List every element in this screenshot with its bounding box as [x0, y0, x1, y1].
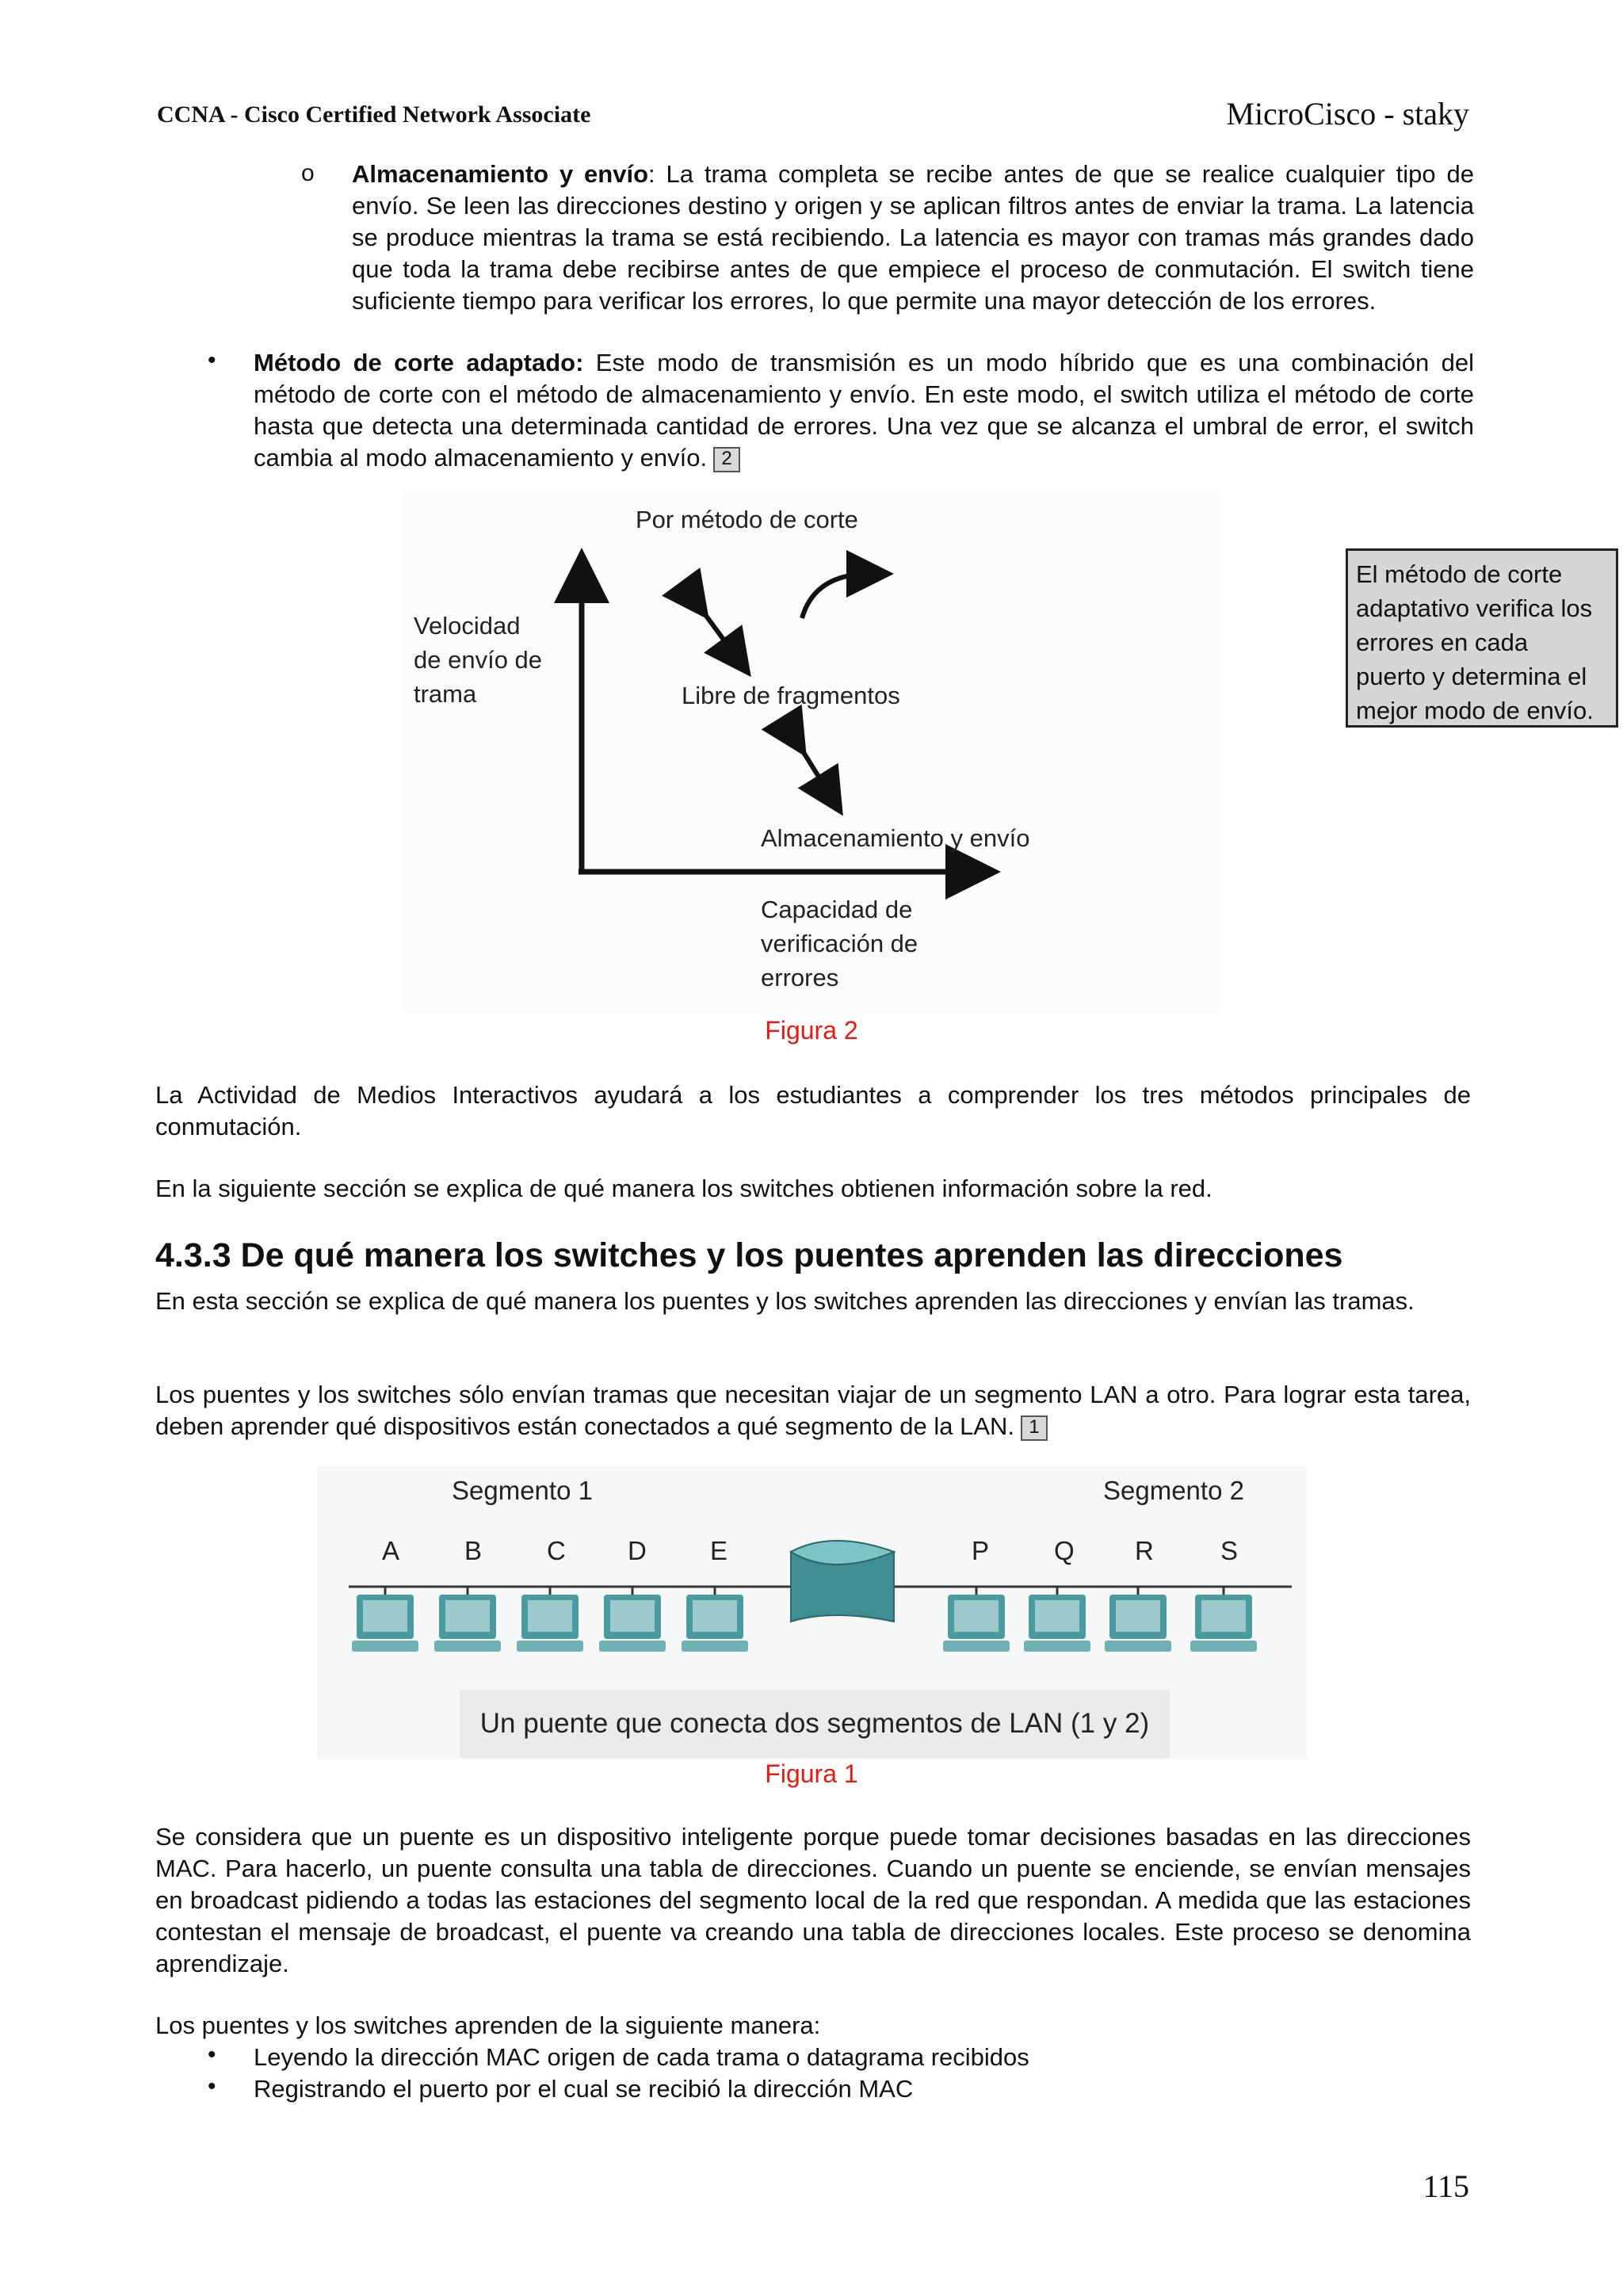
segment-2-label: Segmento 2 — [1103, 1476, 1244, 1505]
bullet-adaptive — [208, 347, 1474, 474]
computer-icon-p — [943, 1587, 1010, 1652]
host-label-p: P — [972, 1536, 990, 1565]
figure-1-caption: Figura 1 — [765, 1759, 858, 1788]
learn-bullet-1: • Leyendo la dirección MAC origen de cada trama o datagrama recibidos — [208, 2042, 1029, 2071]
host-label-s: S — [1220, 1536, 1239, 1565]
header-left: CCNA - Cisco Certified Network Associate — [157, 101, 591, 128]
page-number: 115 — [1423, 2168, 1469, 2204]
sub-bullet — [301, 159, 1474, 317]
label-store-forward: Almacenamiento y envío — [761, 824, 1030, 852]
label-cut-through: Por método de corte — [636, 506, 858, 533]
host-label-r: R — [1135, 1536, 1154, 1565]
computer-icon-b — [434, 1587, 501, 1652]
para-smart: Se considera que un puente es un dispositivo inteligente porque puede tomar decisiones basadas en las direcciones MAC. Para hacerlo, un puente consulta una tabla de direcciones. Cuando un puente se enciende, se envían mensajes en broadcast pidiendo a todas las estaciones del segmento local de la red que respondan. A medida que las estaciones contestan el mensaje de broadcast, el puente va creando una tabla de direcciones locales. Este proceso se denomina aprendizaje. — [155, 1823, 1471, 1977]
segment-1-label: Segmento 1 — [452, 1476, 593, 1505]
x-axis-label: Capacidad de verificación de errores — [761, 896, 918, 991]
label-fragment-free: Libre de fragmentos — [682, 682, 900, 709]
section-heading: 4.3.3 De qué manera los switches y los puentes aprenden las direcciones — [155, 1236, 1343, 1274]
computer-icon-e — [682, 1587, 748, 1652]
figure-ref-1[interactable]: 1 — [1021, 1415, 1048, 1441]
learn-bullet-2: • Registrando el puerto por el cual se recibió la dirección MAC — [208, 2073, 914, 2103]
note-box: El método de corte adaptativo verifica los errores en cada puerto y determina el mejor modo de envío. — [1346, 548, 1618, 728]
sub-bullet-body: : La trama completa se recibe antes de que se realice cualquier tipo de envío. Se leen las direcciones destino y origen y se aplican filtros antes de enviar la trama. La latencia se produce mientras la trama se está recibiendo. La latencia es mayor con tramas más grandes dado que toda la trama debe recibirse antes de que empiece el proceso de conmutación. El switch tiene suficiente tiempo para verificar los errores, lo que permite una mayor detección de los errores. — [352, 160, 1475, 315]
bullet-adaptive-text — [254, 347, 1474, 474]
double-arrow-upper-icon — [695, 601, 737, 658]
computer-icon-a — [352, 1587, 418, 1652]
curved-arrow-icon — [802, 574, 870, 618]
computer-icon-c — [517, 1587, 583, 1652]
sub-bullet-glyph: o — [301, 160, 315, 186]
figure-1-inner-caption: Un puente que conecta dos segmentos de LAN (1 y 2) — [460, 1690, 1170, 1758]
para-activity: La Actividad de Medios Interactivos ayudará a los estudiantes a comprender los tres métodos principales de conmutación. — [155, 1081, 1471, 1140]
host-label-e: E — [710, 1536, 728, 1565]
sub-bullet-text — [352, 159, 1474, 317]
figure-2 — [403, 491, 1594, 1014]
header-right: MicroCisco - staky — [1226, 96, 1469, 132]
sub-bullet-term: Almacenamiento y envío — [352, 160, 649, 188]
computer-icon-s — [1190, 1587, 1257, 1652]
y-axis-label: Velocidad de envío de trama — [414, 612, 543, 708]
figure-1 — [317, 1466, 1308, 1759]
host-label-c: C — [547, 1536, 566, 1565]
bullet-adaptive-body: Este modo de transmisión es un modo híbrido que es una combinación del método de corte con el método de almacenamiento y envío. En este modo, el switch utiliza el método de corte hasta que detecta una determinada cantidad de errores. Una vez que se alcanza el umbral de error, el switch cambia al modo almacenamiento y envío. — [254, 349, 1474, 472]
figure-ref-2[interactable]: 2 — [713, 447, 740, 472]
bullet-adaptive-term: Método de corte adaptado: — [254, 349, 584, 376]
para-learn: Los puentes y los switches aprenden de la siguiente manera: — [155, 2011, 821, 2039]
host-label-a: A — [382, 1536, 400, 1565]
computer-icon-d — [599, 1587, 666, 1652]
figure-1-graphic — [317, 1466, 1308, 1688]
host-label-q: Q — [1054, 1536, 1075, 1565]
bridge-icon — [791, 1541, 894, 1622]
para-intro: En esta sección se explica de qué manera los puentes y los switches aprenden las direcciones y envían las tramas. — [155, 1287, 1415, 1315]
computer-icon-q — [1024, 1587, 1090, 1652]
learn-bullet-2-glyph: • — [208, 2073, 216, 2099]
para-bridges: Los puentes y los switches sólo envían tramas que necesitan viajar de un segmento LAN a otro. Para lograr esta tarea, deben aprender qué dispositivos están conectados a qué segmento de la LAN. 1 — [155, 1381, 1471, 1440]
para-next: En la siguiente sección se explica de qué manera los switches obtienen información sobre la red. — [155, 1175, 1212, 1202]
host-label-b: B — [464, 1536, 483, 1565]
bullet-adaptive-glyph: • — [208, 347, 216, 373]
learn-bullet-1-glyph: • — [208, 2042, 216, 2068]
figure-2-caption: Figura 2 — [765, 1016, 858, 1045]
host-label-d: D — [628, 1536, 647, 1565]
computer-icon-r — [1105, 1587, 1171, 1652]
double-arrow-lower-icon — [794, 737, 831, 796]
